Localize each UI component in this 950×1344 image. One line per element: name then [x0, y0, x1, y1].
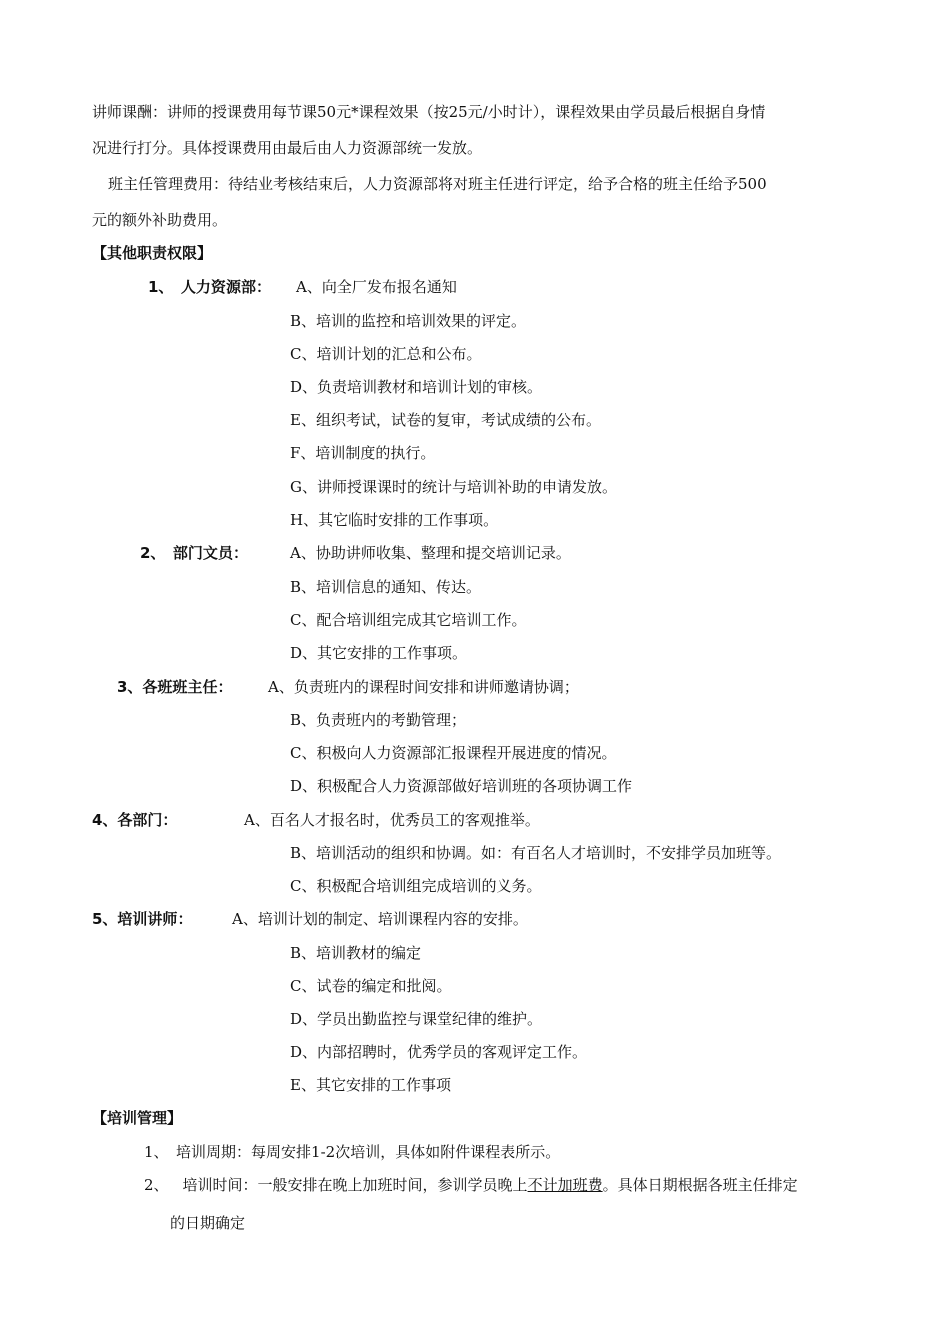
trainer-duty-item: D、内部招聘时，优秀学员的客观评定工作。: [290, 1043, 588, 1061]
role-label-headteacher: 3、各班班主任：: [117, 678, 233, 696]
trainer-duty-item: B、培训教材的编定: [290, 944, 422, 962]
trainer-duty-item: A、培训计划的制定、培训课程内容的安排。: [232, 910, 528, 928]
clerk-duty-item: A、协助讲师收集、整理和提交培训记录。: [290, 544, 571, 562]
dept-duty-item: A、百名人才报名时，优秀员工的客观推举。: [244, 811, 540, 829]
headteacher-duty-item: C、积极向人力资源部汇报课程开展进度的情况。: [290, 744, 617, 762]
training-time-item: [144, 1175, 798, 1195]
trainer-duty-item: C、试卷的编定和批阅。: [290, 977, 452, 995]
lecturer-fee-line-1: 讲师课酬：讲师的授课费用每节课50元*课程效果（按25元/小时计），课程效果由学员最后根据自身情: [92, 103, 766, 121]
training-time-text: 培训时间：一般安排在晚上加班时间，参训学员晚上: [182, 1176, 528, 1194]
hr-duty-item: H、其它临时安排的工作事项。: [290, 511, 499, 529]
hr-duty-item: G、讲师授课课时的统计与培训补助的申请发放。: [290, 478, 617, 496]
headteacher-fee-line-2: 元的额外补助费用。: [92, 211, 228, 229]
clerk-duty-item: D、其它安排的工作事项。: [290, 644, 468, 662]
headteacher-fee-line-1: 班主任管理费用：待结业考核结束后，人力资源部将对班主任进行评定，给予合格的班主任给予500: [108, 175, 767, 193]
hr-duty-item: F、培训制度的执行。: [290, 444, 436, 462]
clerk-duty-item: C、配合培训组完成其它培训工作。: [290, 611, 527, 629]
trainer-duty-item: D、学员出勤监控与课堂纪律的维护。: [290, 1010, 543, 1028]
hr-duty-item: D、负责培训教材和培训计划的审核。: [290, 378, 543, 396]
role-label-hr: 1、 人力资源部：: [148, 278, 271, 296]
section-heading-training-mgmt: 【培训管理】: [92, 1109, 183, 1127]
hr-duty-item: B、培训的监控和培训效果的评定。: [290, 312, 527, 330]
training-time-item-line-2: 的日期确定: [170, 1214, 246, 1232]
training-cycle-item: 1、 培训周期：每周安排1-2次培训，具体如附件课程表所示。: [144, 1143, 561, 1161]
training-time-text-end: 。具体日期根据各班主任排定: [602, 1176, 798, 1194]
headteacher-duty-item: B、负责班内的考勤管理；: [290, 711, 467, 729]
trainer-duty-item: E、其它安排的工作事项: [290, 1076, 451, 1094]
training-time-number: 2、: [144, 1176, 169, 1194]
lecturer-fee-line-2: 况进行打分。具体授课费用由最后由人力资源部统一发放。: [92, 139, 483, 157]
role-label-departments: 4、各部门：: [92, 811, 178, 829]
role-label-dept-clerk: 2、 部门文员：: [140, 544, 248, 562]
hr-duty-item: E、组织考试，试卷的复审，考试成绩的公布。: [290, 411, 601, 429]
section-heading-other-duties: 【其他职责权限】: [92, 244, 213, 262]
no-overtime-pay-text: 不计加班费: [527, 1176, 603, 1194]
hr-duty-item: C、培训计划的汇总和公布。: [290, 345, 482, 363]
dept-duty-item: C、积极配合培训组完成培训的义务。: [290, 877, 542, 895]
clerk-duty-item: B、培训信息的通知、传达。: [290, 578, 482, 596]
role-label-trainer: 5、培训讲师：: [92, 910, 193, 928]
hr-duty-item: A、向全厂发布报名通知: [296, 278, 457, 296]
headteacher-duty-item: A、负责班内的课程时间安排和讲师邀请协调；: [268, 678, 579, 696]
headteacher-duty-item: D、积极配合人力资源部做好培训班的各项协调工作: [290, 777, 633, 795]
dept-duty-item: B、培训活动的组织和协调。如：有百名人才培训时，不安排学员加班等。: [290, 844, 782, 862]
